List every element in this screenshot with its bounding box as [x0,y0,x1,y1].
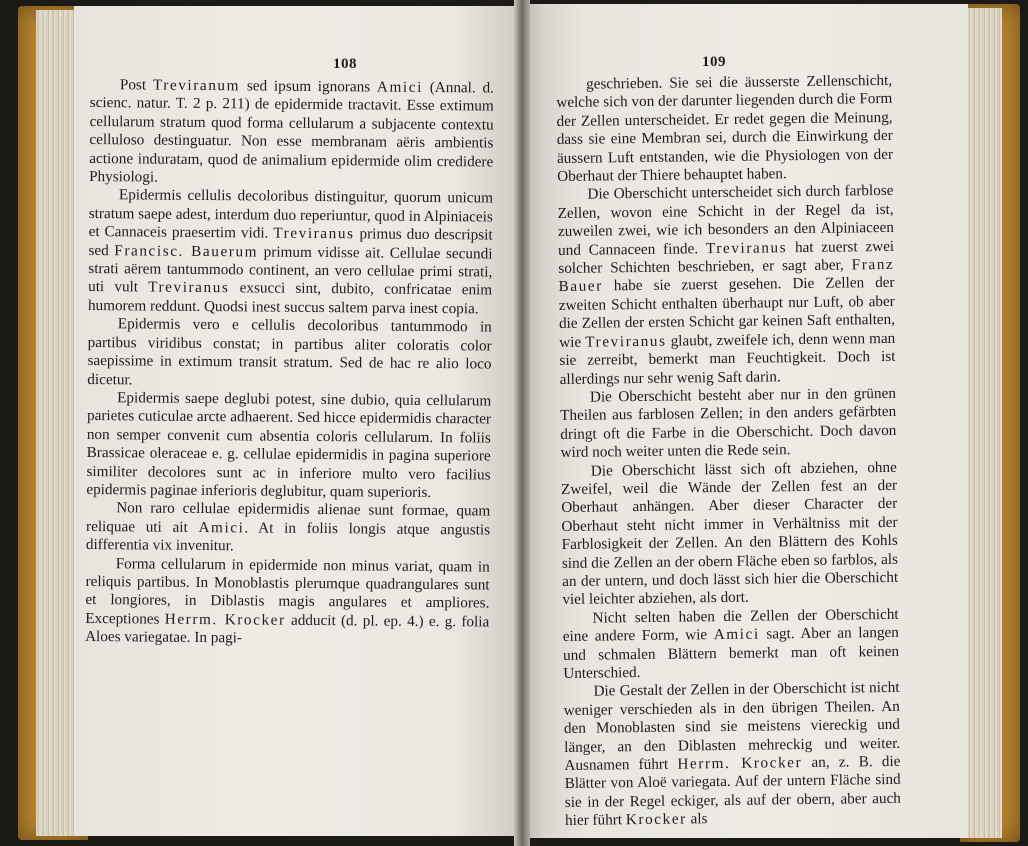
paragraph [87,315,492,392]
book-gutter [514,0,530,846]
right-page-text [556,72,901,831]
spaced-name: Herrm. Krocker [677,754,803,773]
paragraph [88,186,493,318]
text-run: sagt. Aber an langen und schmalen Blättern bemerkt man oft keinen Unterschied. [562,624,900,682]
text-run: hat zuerst zwei solcher Schichten beschrieben, er sagt aber, [558,237,895,278]
text-run: sed ipsum ignorans [239,77,378,96]
page-number-right: 109 [702,54,726,70]
spaced-name: Treviranus [148,278,230,297]
paragraph [560,385,897,463]
spaced-name: Treviranum [152,76,241,95]
spaced-name: Treviranus [585,332,667,351]
text-run: adducit (d. pl. ep. 4.) e. g. folia Aloes variegatae. In pagi- [85,611,490,647]
paragraph [89,76,494,190]
text-run: Non raro cellulae epidermidis alienae sunt formae, quam reliquae uti ait [85,499,491,536]
text-run: primus duo descripsit sed [88,225,493,259]
text-run: Epidermis cellulis decoloribus distinguitur, quorum unicum stratum saepe adest, interdum duo reperiuntur, quod in Alpiniaceis et Cannaceis praesertim vidi. [88,186,494,242]
paragraph [557,182,895,389]
page-number-left: 108 [333,56,357,72]
spaced-name: Herrm. Krocker [164,610,286,629]
text-run: Post [119,76,153,94]
text-run: Die Oberschicht besteht aber nur in den grünen Theilen aus farblosen Zellen; in den anders gefärbten dringt oft die Farbe in die Oberschicht. Doch davon wird noch weiter unten die Rede sein. [560,384,897,462]
paragraph [556,72,893,187]
text-run: als [686,810,708,828]
text-run: primum vidisse ait. Cellulae secundi strati aërem tantummodo continent, an vero cellulae primi strati, uti vult [88,243,493,296]
paragraph [563,606,900,684]
spaced-name: Amici [376,78,424,96]
text-run: Epidermis vero e cellulis decoloribus tantummodo in partibus viridibus constat; in partibus aliter coloratis color saepissime in extimum transit stratum. Sed de hac re alio loco dicetur. [87,315,492,388]
spaced-name: Amici [713,625,760,644]
text-run: glaubt, zweifele ich, denn wenn man sie zerreibt, bemerkt man Feuchtigkeit. Doch ist allerdings nur sehr wenig Saft darin. [559,329,896,388]
text-run: geschrieben. Sie sei die äusserste Zellenschicht, welche sich von der darunter liegenden durch die Form der Zellen unterscheidet. Er redet gegen die Meinung, dass sie eine Membran sei, durch die Einwirkung der äussern Luft entstanden, wie die Physiologen von der Oberhaut der Thiere behauptet haben. [556,71,894,186]
spaced-name: Treviranus [273,224,355,243]
paragraph [86,499,490,558]
text-run: habe sie zuerst gesehen. Die Zellen der zweiten Schicht enthalten überhaupt nur Luft, ob aber die Zellen der ersten Schicht gar keinen Saft enthalten, wie [558,274,896,351]
text-run: Epidermis saepe deglubi potest, sine dubio, quia cellularum parietes cuticulae arcte adhaerent. Sed hicce epidermidis character non semper convenit cum absentia coloris cellularum. In foliis Brassicae oleraceae e. g. cellulae epidermidis in pagina superiore similiter decolores sunt ac in inferiore multo vero facilius epidermis paginae inferioris deglubitur, quam superioris. [86,389,492,501]
spaced-name: Franz Bauer [558,255,895,296]
text-run: Die Oberschicht lässt sich oft abziehen, ohne Zweifel, weil die Wände der Zellen fest an der Oberhaut anhängen. Aber dieser Character der Oberhaut steht nicht immer in Verhältniss mit der Farblosigkeit der Zellen. An den Blättern des Kohls sind die Zellen an der obern Fläche eben so farblos, als an der untern, und doch lässt sich hier die Oberschicht viel leichter abziehen, als dort. [560,458,899,609]
paragraph [563,679,901,830]
paragraph [561,458,899,609]
text-run: Nicht selten haben die Zellen der Oberschicht eine andere Form, wie [562,605,899,646]
paragraph [85,555,490,651]
left-page-text [85,76,494,650]
text-run: Forma cellularum in epidermide non minus variat, quam in reliquis partibus. In Monoblastis plerumque quadrangulares sunt et longiores, in Diblastis magis angulares et ampliores. Exceptiones [85,554,490,628]
spaced-name: Treviranus [705,238,788,257]
text-run: Die Gestalt der Zellen in der Oberschicht ist nicht weniger verschieden als in den übrigen Theilen. An den Monoblasten sind sie meistens viereckig und länger, an den Diblasten mehreckig und weiter. Ausnamen führt [563,679,901,774]
page-edges-right [962,8,1002,838]
text-run: . At in foliis longis atque angustis differentia vix invenitur. [85,519,491,555]
paragraph [86,389,491,503]
text-run: (Annal. d. scienc. natur. T. 2 p. 211) de epidermide tractavit. Esse extimum cellularum stratum quod forma cellularum a subjacente contextu celluloso destinguatur. Non esse membranam aëris ambientis actione induratam, quod de animalium epidermide olim credidere Physiologi. [89,78,494,186]
text-run: Die Oberschicht unterscheidet sich durch farblose Zellen, wovon eine Schicht in der Regel da ist, zuweilen zwei, wie ich besonders an den Alpiniaceen und Cannaceen finde. [557,182,894,259]
text-run: an, z. B. die Blätter von Aloë variegata. Auf der untern Fläche sind sie in der Regel eckiger, als auf der obern, aber auch hier führt [564,752,901,830]
spaced-name: Amici [198,518,245,537]
spaced-name: Francisc. Bauerum [114,241,259,261]
spaced-name: Krocker [625,810,687,829]
text-run: exsucci sint, dubito, confricatae enim humorem reddunt. Quodsi inest succus saltem parva inest copia. [87,279,493,318]
